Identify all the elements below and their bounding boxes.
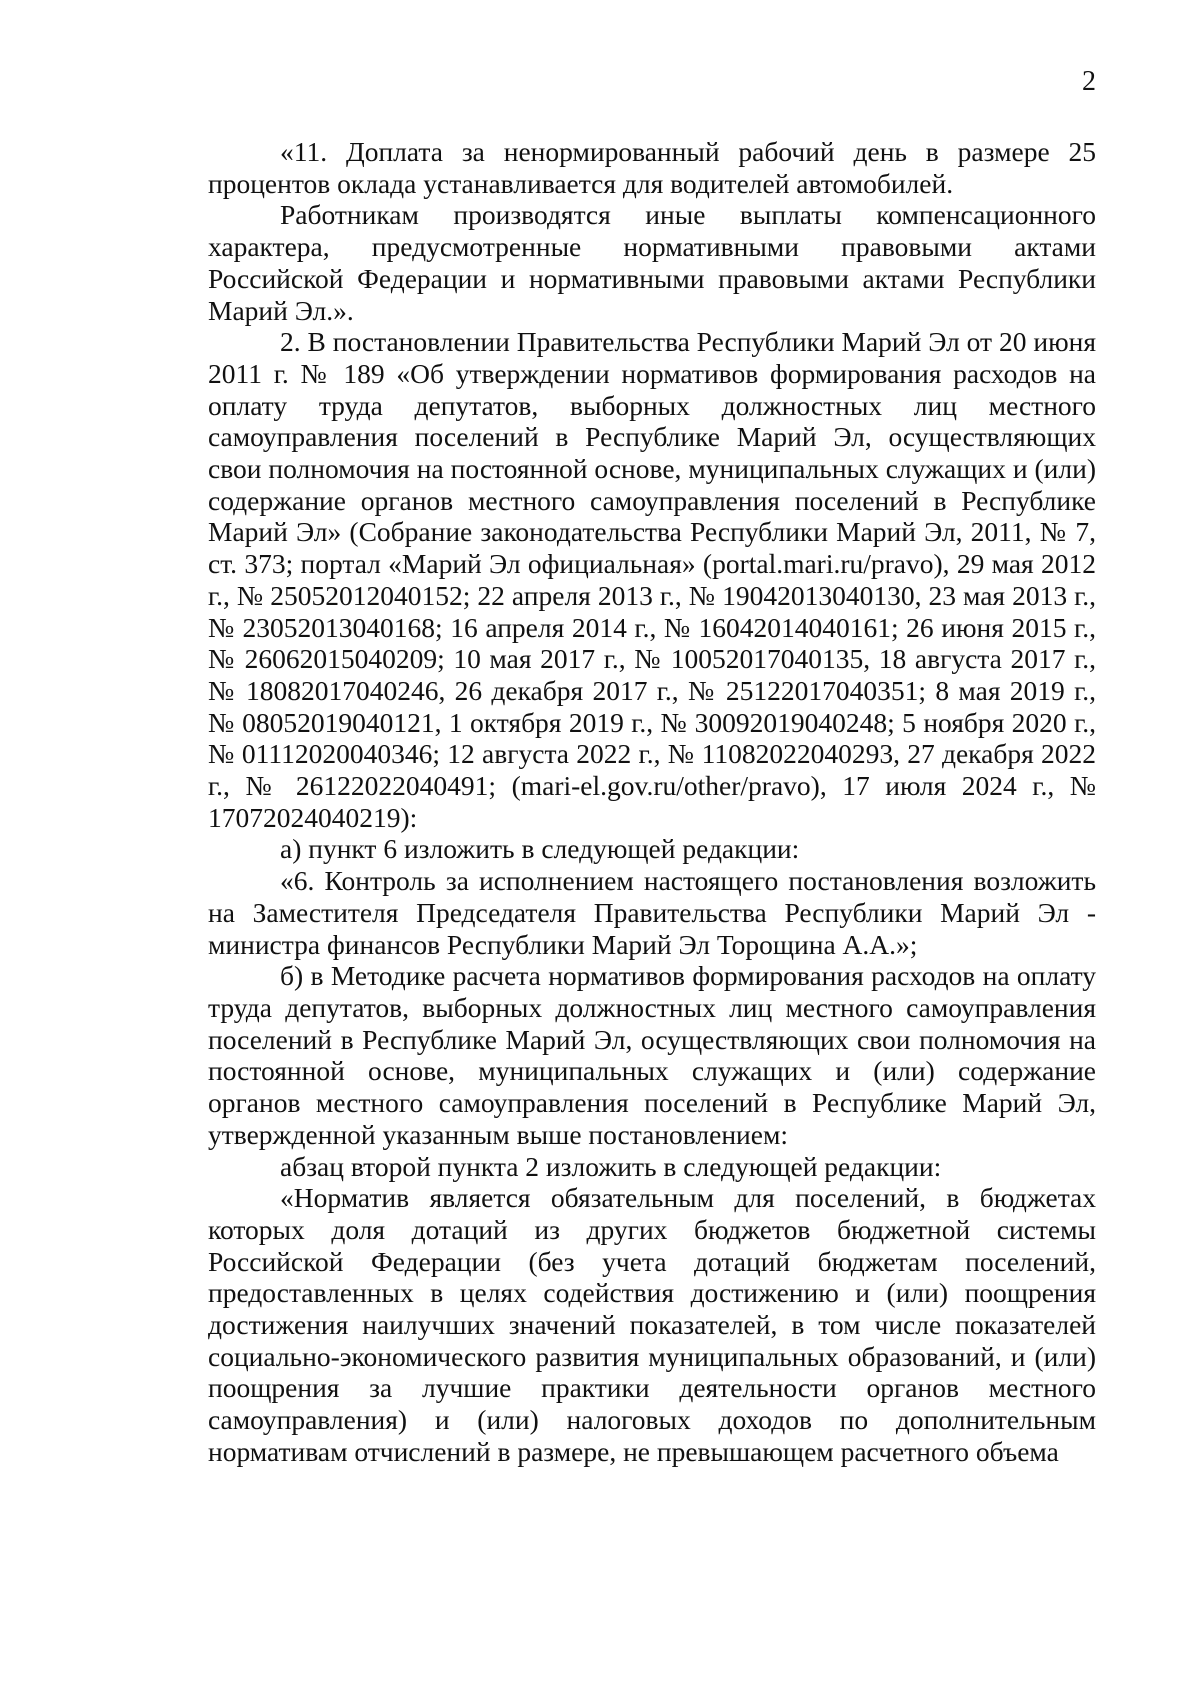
document-body	[208, 136, 1096, 1468]
paragraph-item-a: а) пункт 6 изложить в следующей редакции:	[280, 833, 800, 865]
paragraph-compensation-payments: Работникам производятся иные выплаты компенсационного характера, предусмотренные нормативными правовыми актами Российской Федерации и нормативными правовыми актами Республики Марий Эл.».	[208, 199, 1096, 326]
page-number: 2	[1082, 66, 1096, 97]
paragraph-clause-2-second-paragraph: абзац второй пункта 2 изложить в следующей редакции:	[280, 1150, 942, 1182]
paragraph-norm-mandatory: «Норматив является обязательным для поселений, в бюджетах которых доля дотаций из других бюджетов бюджетной системы Российской Федерации (без учета дотаций бюджетам поселений, предоставленных в целях содействия достижению и (или) поощрения достижения наилучших значений показателей, в том числе показателей социально-экономического развития муниципальных образований, и (или) поощрения за лучшие практики деятельности органов местного самоуправления) и (или) налоговых доходов по дополнительным нормативам отчислений в размере, не превышающем расчетного объема	[208, 1182, 1096, 1467]
paragraph-resolution-189-amendments: 2. В постановлении Правительства Республики Марий Эл от 20 июня 2011 г. № 189 «Об утверждении нормативов формирования расходов на оплату труда депутатов, выборных должностных лиц местного самоуправления поселений в Республике Марий Эл, осуществляющих свои полномочия на постоянной основе, муниципальных служащих и (или) содержание органов местного самоуправления поселений в Республике Марий Эл» (Собрание законодательства Республики Марий Эл, 2011, № 7, ст. 373; портал «Марий Эл официальная» (portal.mari.ru/pravo), 29 мая 2012 г., № 25052012040152; 22 апреля 2013 г., № 19042013040130, 23 мая 2013 г., № 23052013040168; 16 апреля 2014 г., № 16042014040161; 26 июня 2015 г., № 26062015040209; 10 мая 2017 г., № 10052017040135, 18 августа 2017 г., № 18082017040246, 26 декабря 2017 г., № 25122017040351; 8 мая 2019 г., № 08052019040121, 1 октября 2019 г., № 30092019040248; 5 ноября 2020 г., № 01112020040346; 12 августа 2022 г., № 11082022040293, 27 декабря 2022 г., № 26122022040491; (mari-el.gov.ru/other/pravo), 17 июля 2024 г., № 17072024040219):	[208, 326, 1096, 833]
paragraph-11-allowance: «11. Доплата за ненормированный рабочий день в размере 25 процентов оклада устанавливается для водителей автомобилей.	[208, 136, 1096, 199]
paragraph-item-b-methodology: б) в Методике расчета нормативов формирования расходов на оплату труда депутатов, выборных должностных лиц местного самоуправления поселений в Республике Марий Эл, осуществляющих свои полномочия на постоянной основе, муниципальных служащих и (или) содержание органов местного самоуправления поселений в Республике Марий Эл, утвержденной указанным выше постановлением:	[208, 960, 1096, 1150]
paragraph-item-6-control: «6. Контроль за исполнением настоящего постановления возложить на Заместителя Председателя Правительства Республики Марий Эл - министра финансов Республики Марий Эл Торощина А.А.»;	[208, 865, 1096, 960]
